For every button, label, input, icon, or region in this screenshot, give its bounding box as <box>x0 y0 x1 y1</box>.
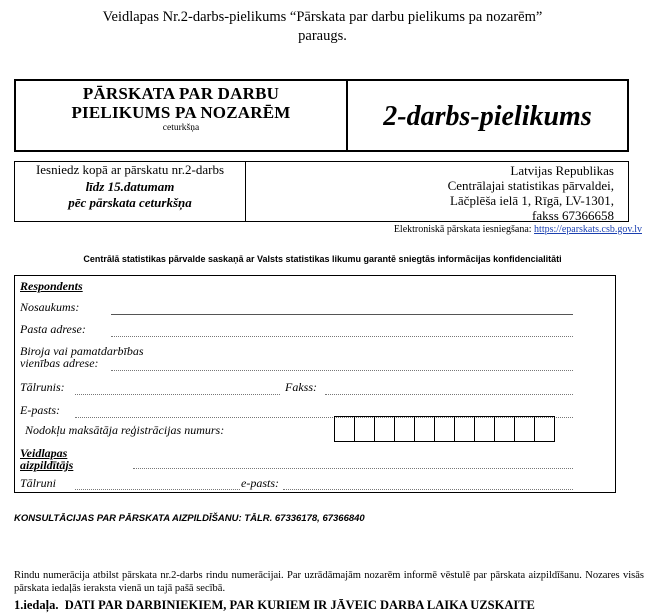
post-address-field[interactable] <box>111 336 573 337</box>
filler-email-label: e-pasts: <box>241 476 279 490</box>
phone-label: Tālrunis: <box>20 380 65 394</box>
section-number: 1.iedaļa. <box>14 598 59 612</box>
report-title-line-2: PIELIKUMS PA NOZARĒM <box>71 103 291 122</box>
title-box-right <box>348 81 627 150</box>
title-box <box>14 79 629 152</box>
submission-instructions <box>15 162 246 221</box>
address-line-3: Lāčplēša ielā 1, Rīgā, LV-1301, <box>449 193 614 208</box>
caption-line-2: paraugs. <box>298 28 347 44</box>
report-period: ceturkšņa <box>162 123 200 133</box>
filler-phone-label: Tālruni <box>20 476 57 490</box>
tax-number-cell[interactable] <box>414 416 435 442</box>
post-address-label: Pasta adrese: <box>20 322 86 336</box>
tax-number-cell[interactable] <box>334 416 355 442</box>
tax-number-cell[interactable] <box>394 416 415 442</box>
section-heading <box>14 598 535 613</box>
tax-number-cell[interactable] <box>374 416 395 442</box>
recipient-address <box>246 162 628 221</box>
office-address-field[interactable] <box>111 370 573 371</box>
numbering-note: Rindu numerācija atbilst pārskata nr.2-darbs rindu numerācijai. Par uzrādāmajām nozarēm informē vēstulē par pārskata aizpildīšanu. Nozares visās pārskata iedaļās ieraksta vienā un tajā pašā secībā. <box>14 570 644 594</box>
electronic-submission <box>280 224 642 235</box>
respondent-box <box>14 275 616 493</box>
filler-email-field[interactable] <box>283 489 573 490</box>
filler-name-field[interactable] <box>133 468 573 469</box>
name-label: Nosaukums: <box>20 300 80 314</box>
name-field[interactable] <box>111 314 573 315</box>
filler-heading-1: Veidlapas <box>20 446 68 460</box>
confidentiality-notice: Centrālā statistikas pārvalde saskaņā ar Valsts statistikas likumu garantē sniegtās informācijas konfidencialitāti <box>83 254 562 264</box>
tax-number-cell[interactable] <box>434 416 455 442</box>
tax-number-cell[interactable] <box>534 416 555 442</box>
electronic-label: Elektroniskā pārskata iesniegšana: <box>393 224 532 235</box>
address-line-4: fakss 67366658 <box>532 208 614 223</box>
phone-field[interactable] <box>75 394 280 395</box>
section-title: DATI PAR DARBINIEKIEM, PAR KURIEM IR JĀVEIC DARBA LAIKA UZSKAITE <box>64 598 535 612</box>
fax-field[interactable] <box>325 394 573 395</box>
tax-number-cell[interactable] <box>474 416 495 442</box>
respondent-heading: Respondents <box>20 279 83 293</box>
address-line-2: Centrālajai statistikas pārvaldei, <box>447 178 614 193</box>
address-line-1: Latvijas Republikas <box>510 163 614 178</box>
form-caption <box>0 8 645 46</box>
tax-number-cell[interactable] <box>494 416 515 442</box>
form-code: 2-darbs-pielikums <box>383 100 592 132</box>
office-address-label-2: vienības adrese: <box>20 356 99 370</box>
submission-period: pēc pārskata ceturkšņa <box>68 195 192 210</box>
tax-number-cell[interactable] <box>354 416 375 442</box>
tax-number-cells[interactable] <box>334 416 554 442</box>
tax-number-label: Nodokļu maksātāja reģistrācijas numurs: <box>25 423 225 437</box>
tax-number-cell[interactable] <box>514 416 535 442</box>
email-label: E-pasts: <box>20 403 60 417</box>
submission-line-1: Iesniedz kopā ar pārskatu nr.2-darbs <box>35 162 225 177</box>
filler-heading-2: aizpildītājs <box>20 458 74 472</box>
caption-line-1: Veidlapas Nr.2-darbs-pielikums “Pārskata par darbu pielikums pa nozarēm” <box>102 9 543 25</box>
office-address-label-1: Biroja vai pamatdarbības <box>20 344 144 358</box>
fax-label: Fakss: <box>285 380 317 394</box>
tax-number-cell[interactable] <box>454 416 475 442</box>
submission-box <box>14 161 629 222</box>
consultation-phones: KONSULTĀCIJAS PAR PĀRSKATA AIZPILDĪŠANU: TĀLR. 67336178, 67366840 <box>14 513 365 524</box>
eparskats-link[interactable]: https://eparskats.csb.gov.lv <box>534 224 642 235</box>
submission-deadline: līdz 15.datumam <box>85 178 175 194</box>
title-box-left <box>16 81 348 150</box>
filler-phone-field[interactable] <box>75 489 240 490</box>
report-title-line-1: PĀRSKATA PAR DARBU <box>82 84 280 103</box>
